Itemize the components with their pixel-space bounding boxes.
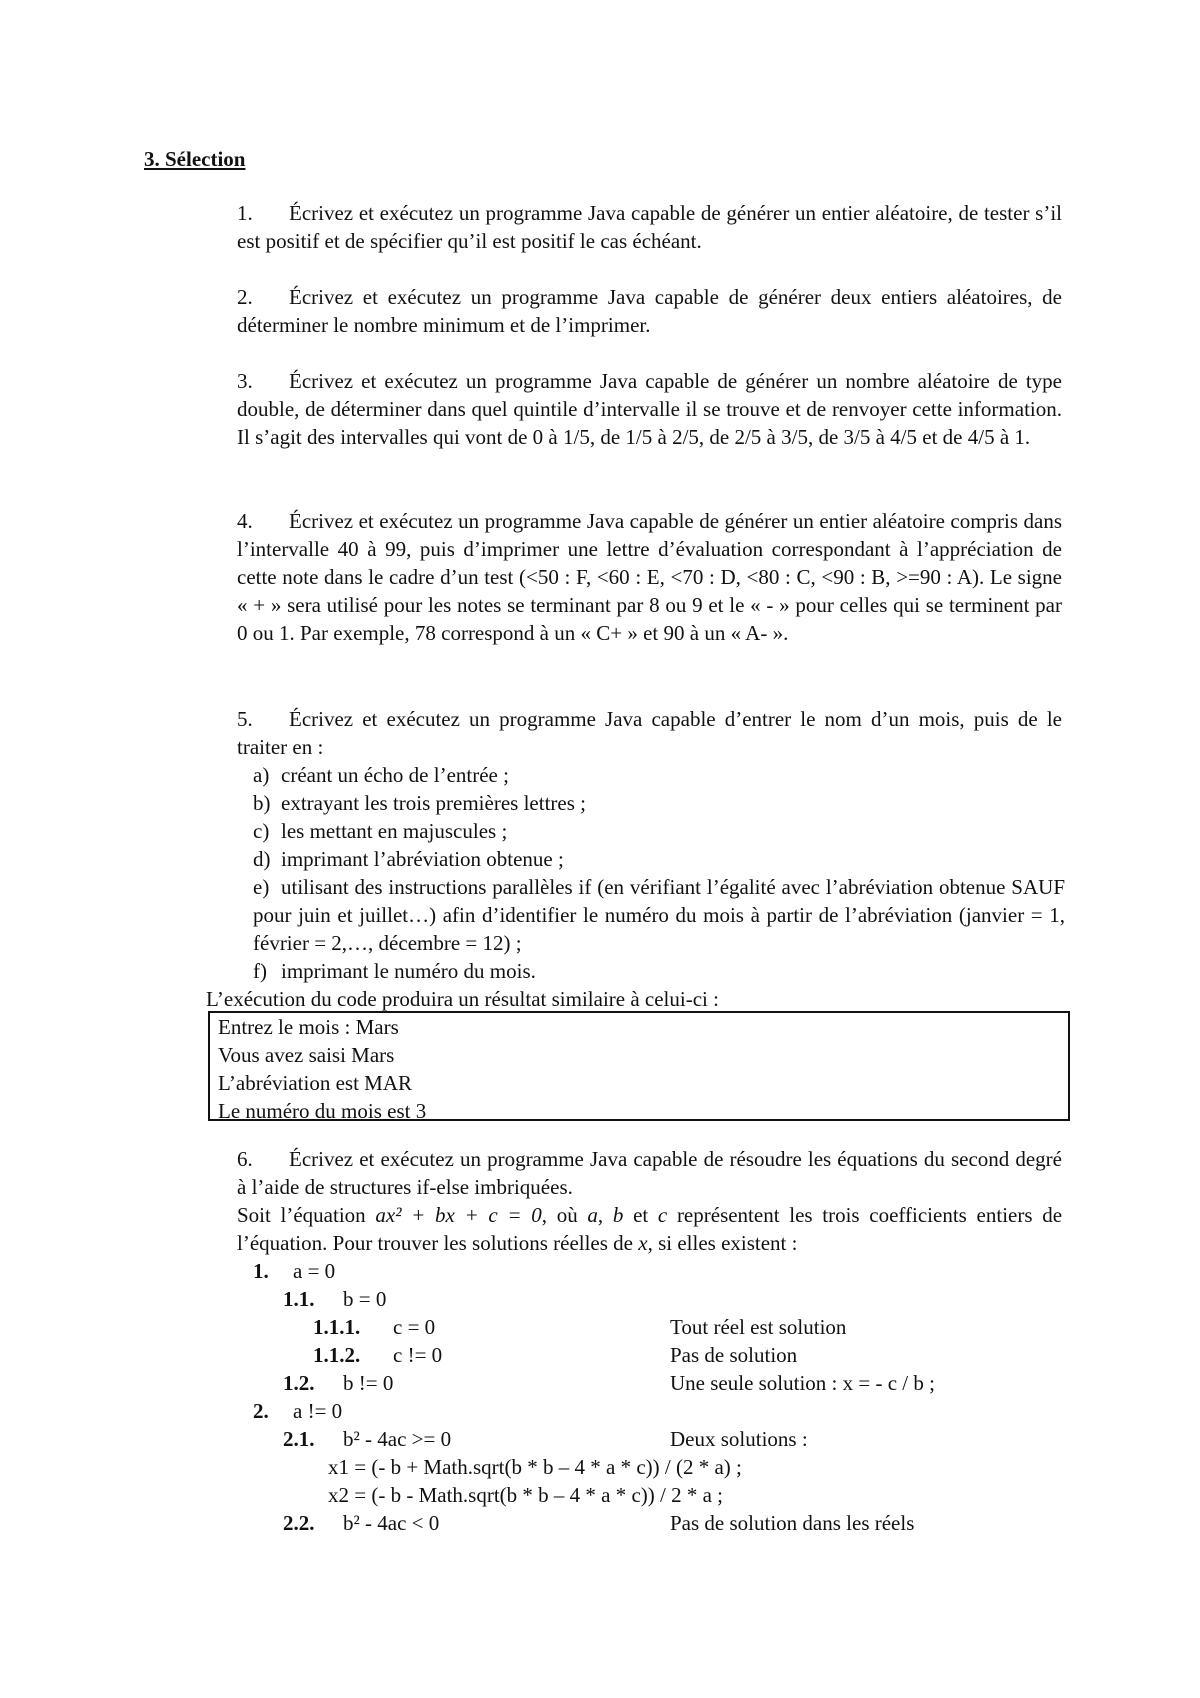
question-number: 1. <box>237 201 253 225</box>
list-item-label: c) <box>253 819 270 843</box>
tree-condition: c = 0 <box>393 1315 436 1339</box>
question-2 <box>237 283 1062 339</box>
console-line: L’abréviation est MAR <box>218 1071 413 1095</box>
question-text: Écrivez et exécutez un programme Java capable de générer deux entiers aléatoires, de déterminer le nombre minimum et de l’imprimer. <box>237 285 1062 337</box>
text-fragment: , où <box>541 1203 588 1227</box>
tree-node-2-1 <box>283 1425 451 1453</box>
list-item <box>253 873 1065 957</box>
tree-number: 2.1. <box>283 1427 315 1451</box>
tree-node-2-2 <box>283 1509 439 1537</box>
question-1 <box>237 199 1062 255</box>
list-item-text: imprimant le numéro du mois. <box>281 959 536 983</box>
question-number: 6. <box>237 1147 253 1171</box>
list-item-text: utilisant des instructions parallèles if (en vérifiant l’égalité avec l’abréviation obtenue SAUF pour juin et juillet…) afin d’identifier le numéro du mois à partir de l’abréviation (janvier = 1, février = 2,…, décembre = 12) ; <box>253 875 1065 955</box>
tree-node-2 <box>253 1397 342 1425</box>
tree-node-1-1-2 <box>313 1341 442 1369</box>
tree-result: Pas de solution dans les réels <box>670 1511 915 1535</box>
list-item-label: f) <box>253 959 267 983</box>
coefficient-b: b <box>612 1203 624 1227</box>
question-number: 3. <box>237 369 253 393</box>
tree-result: Deux solutions : <box>670 1427 808 1451</box>
list-item-text: imprimant l’abréviation obtenue ; <box>281 847 564 871</box>
tree-number: 1.1.2. <box>313 1343 361 1367</box>
question-number: 4. <box>237 509 253 533</box>
list-item-text: les mettant en majuscules ; <box>281 819 508 843</box>
tree-number: 1.1. <box>283 1287 315 1311</box>
question-text: Écrivez et exécutez un programme Java capable d’entrer le nom d’un mois, puis de le traiter en : <box>237 707 1062 759</box>
list-item <box>253 817 1065 845</box>
question-number: 2. <box>237 285 253 309</box>
tree-condition: b != 0 <box>343 1371 394 1395</box>
tree-node-1 <box>253 1257 335 1285</box>
list-item <box>253 761 1065 789</box>
question-text: Écrivez et exécutez un programme Java capable de générer un entier aléatoire compris dans l’intervalle 40 à 99, puis d’imprimer une lettre d’évaluation correspondant à l’appréciation de cette note dans le cadre d’un test (<50 : F, <60 : E, <70 : D, <80 : C, <90 : B, >=90 : A). Le signe « + » sera utilisé pour les notes se terminant par 8 ou 9 et le « - » pour celles qui se terminent par 0 ou 1. Par exemple, 78 correspond à un « C+ » et 90 à un « A- ». <box>237 509 1062 645</box>
list-item-label: d) <box>253 847 271 871</box>
tree-condition: c != 0 <box>393 1343 443 1367</box>
text-fragment: et <box>623 1203 658 1227</box>
equation-intro: Soit l’équation <box>237 1203 376 1227</box>
coefficient-c: c <box>657 1203 668 1227</box>
console-line: Entrez le mois : Mars <box>218 1015 399 1039</box>
list-item-label: e) <box>253 875 270 899</box>
tree-condition: b² - 4ac < 0 <box>343 1511 440 1535</box>
list-item-text: extrayant les trois premières lettres ; <box>281 791 586 815</box>
question-5 <box>237 705 1062 761</box>
list-item-label: a) <box>253 763 270 787</box>
console-output-box <box>208 1011 1070 1121</box>
question-4 <box>237 507 1062 647</box>
section-title: 3. Sélection <box>144 147 246 171</box>
tree-number: 2. <box>253 1399 269 1423</box>
console-line: Le numéro du mois est 3 <box>218 1099 427 1123</box>
console-line: Vous avez saisi Mars <box>218 1043 395 1067</box>
tree-number: 1. <box>253 1259 269 1283</box>
tree-result: Une seule solution : x = - c / b ; <box>670 1371 935 1395</box>
question-3 <box>237 367 1062 451</box>
list-item-label: b) <box>253 791 271 815</box>
tree-node-1-1-1 <box>313 1313 435 1341</box>
question-number: 5. <box>237 707 253 731</box>
tree-node-1-1 <box>283 1285 386 1313</box>
tree-result: Tout réel est solution <box>670 1315 847 1339</box>
tree-condition: b = 0 <box>343 1287 387 1311</box>
question-text: Écrivez et exécutez un programme Java capable de générer un entier aléatoire, de tester s’il est positif et de spécifier qu’il est positif le cas échéant. <box>237 201 1062 253</box>
tree-node-1-2 <box>283 1369 393 1397</box>
variable-x: x <box>638 1231 648 1255</box>
tree-number: 2.2. <box>283 1511 315 1535</box>
formula-x2: x2 = (- b - Math.sqrt(b * b – 4 * a * c)) / 2 * a ; <box>328 1483 724 1507</box>
list-item-text: créant un écho de l’entrée ; <box>281 763 509 787</box>
question-6 <box>237 1145 1062 1201</box>
text-fragment: représentent les trois coefficients entiers de l’équation. Pour trouver les solutions réelles de <box>237 1203 1063 1255</box>
tree-number: 1.2. <box>283 1371 315 1395</box>
tree-condition: a = 0 <box>293 1259 336 1283</box>
list-item <box>253 789 1065 817</box>
list-item <box>253 845 1065 873</box>
tree-result: Pas de solution <box>670 1343 798 1367</box>
formula-x1: x1 = (- b + Math.sqrt(b * b – 4 * a * c)) / (2 * a) ; <box>328 1455 742 1479</box>
list-item <box>253 957 1065 985</box>
tree-condition: a != 0 <box>293 1399 343 1423</box>
tree-number: 1.1.1. <box>313 1315 361 1339</box>
question-text: Écrivez et exécutez un programme Java capable de générer un nombre aléatoire de type double, de déterminer dans quel quintile d’intervalle il se trouve et de renvoyer cette information. Il s’agit des intervalles qui vont de 0 à 1/5, de 1/5 à 2/5, de 2/5 à 3/5, de 3/5 à 4/5 et de 4/5 à 1. <box>237 369 1062 449</box>
equation-paragraph <box>237 1201 1062 1257</box>
question-text: Écrivez et exécutez un programme Java capable de résoudre les équations du second degré à l’aide de structures if-else imbriquées. <box>237 1147 1062 1199</box>
coefficient-a: a <box>587 1203 598 1227</box>
text-fragment: , <box>597 1203 613 1227</box>
equation: ax² + bx + c = 0 <box>375 1203 542 1227</box>
tree-condition: b² - 4ac >= 0 <box>343 1427 452 1451</box>
result-intro: L’exécution du code produira un résultat similaire à celui-ci : <box>206 987 719 1011</box>
text-fragment: , si elles existent : <box>647 1231 798 1255</box>
